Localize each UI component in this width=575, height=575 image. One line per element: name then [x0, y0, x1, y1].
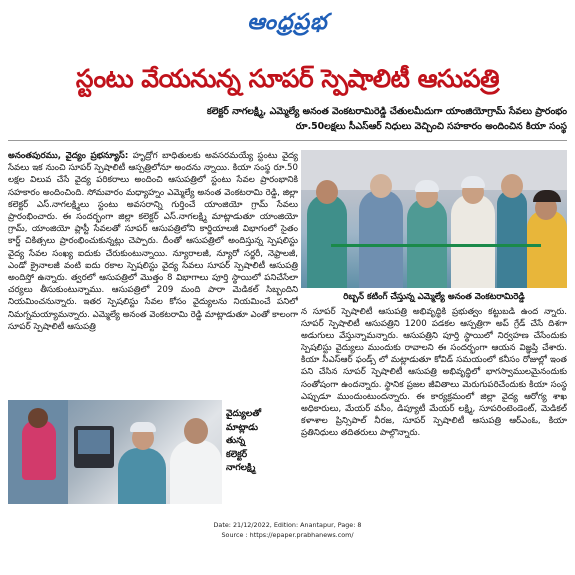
photo2-caption-line: నాగలక్ష్మి: [226, 463, 256, 473]
photo2-caption: [226, 408, 298, 476]
left-body-text: హృద్రోగ బాధితులకు అవసరమయ్యే స్టంటు వైద్య సేవలు ఇక నుంచి సూపర్ స్పెషాలిటీ ఆస్పత్రిలోనూ అందను న్నాయి. కియా సంస్థ రూ.50 లక్షల విలువ చేసే వైద్య పరికరాలు అందించి ఆసుపత్రిలో స్టంటు సేవల ప్రారంభానికి సహకారం అందించింది. సోమవారం మధ్యాహ్నం ఎమ్మెల్యే అనంత వెంకటరామి రెడ్డి, జిల్లా కలెక్టర్ ఎస్.నాగలక్ష్మిలు స్టంటు అవసరాన్ని గుర్తించే యాంజియో గ్రామ్ సేవలు ప్రారంభించారు. ఈ సందర్భంగా జిల్లా కలెక్టర్ ఎస్.నాగలక్ష్మి మాట్లాడుతూ యాంజియో గ్రామ్, యాంజియో ప్లాస్టీ సేవలతో సూపర్ ఆసుపత్రిలోని కార్డియాలజీ విభాగంలో సైతం కార్డ్ చికిత్సలు ప్రారంభించుకున్నట్లు చెప్పారు. దీంతో ఆసుపత్రిలో అందిస్తున్న స్పెషలిస్టు వైద్య సేవల సంఖ్య ఐదుకు చేరుకుంటున్నాయి. న్యూరాలజీ, న్యూరో సర్జరీ, నెఫ్రాలజీ, ఎండో క్రైనాలజీ వంటి ఐదు రకాల స్పెషలిస్టు వైద్య సేవలు సూపర్ స్పెషాలిటీ ఆసుపత్రి అందిస్తో ఉన్నారు. త్వరలో ఆసుపత్రిలో మొత్తం 8 విభాగాలు పూర్తి స్థాయిలో పనిచేసేలా చర్యలు తీసుకుంటున్నాము. ఆసుపత్రిలో 209 మంది పారా మెడికల్ సిబ్బందిని నియమించనున్నారు. ఇతర స్పెషలిస్టు సేవల కోసం వైద్యులను నియమించే పనిలో నిమగ్నమయ్యామన్నారు. ఎమ్మెల్యే అనంత వెంకటరామి రెడ్డి మాట్లాడుతూ ఎంతో కాలంగా సూపర్ స్పెషాలిటీ ఆసుపత్రి: [8, 151, 298, 332]
article-subhead-2: రూ.50లక్షలు సీఎస్ఆర్ నిధులు వెచ్చించి సహకారం అందించిన కియా సంస్థ: [295, 121, 567, 132]
ribbon: [331, 244, 541, 247]
article-headline: స్టంటు వేయనున్న సూపర్ స్పెషాలిటీ ఆసుపత్రి: [75, 64, 500, 93]
masthead-title: ఆంధ్రప్రభ: [247, 10, 328, 35]
footer-date-edition: Date: 21/12/2022, Edition: Anantapur, Page: 8: [213, 521, 362, 529]
ribbon-cutting-photo: [301, 150, 567, 288]
footer: [0, 520, 575, 540]
ultrasound-photo: [8, 400, 222, 504]
dateline: అనంతపురము, వైద్యం ప్రభన్యూస్:: [8, 151, 129, 161]
photo2-caption-line: కలెక్టర్: [226, 449, 248, 460]
photo2-caption-line: మాట్లాడు: [226, 422, 259, 433]
article-subhead-1: కలెక్టర్ నాగలక్ష్మి, ఎమ్మెల్యే అనంత వెంకటరామిరెడ్డి చేతులమీదుగా యాంజియోగ్రామ్ సేవలు ప్రారంభం: [206, 106, 567, 117]
divider: [8, 140, 567, 141]
article-column-right: న సూపర్ స్పెషాలిటీ ఆసుపత్రి అభివృద్ధికి ప్రభుత్వం కట్టుబడి ఉంద న్నారు. సూపర్ స్పెషాలిటీ ఆసుపత్రిని 1200 పడకల ఆస్పత్రిగా అప్ గ్రేడ్ చేసే దిశగా అడుగులు వేస్తున్నామన్నారు. ఆసుపత్రిని పూర్తి స్థాయిలో నిర్వహణ చేసేందుకు స్పెషలిస్టు వైద్యులు ముందుకు రావాలని ఈ సందర్భంగా ఆయన విజ్ఞప్తి చేశారు. కియా సీఎస్ఆర్ ఫండ్స్ లో మట్లాడుతూ కోవిడ్ సమయంలో కనీసం రోజుల్లో ఇంత పని చేసిన సూపర్ స్పెషాలిటీ ఆసుపత్రి అభివృద్ధిలో భాగస్వాములమైనందుకు సంతోషంగా ఉందన్నారు. స్థానిక ప్రజల జీవితాలు మెరుగుపరిచేందుకు కియా సంస్థ ఎప్పుడూ ముందుంటుందన్నారు. ఈ కార్యక్రమంలో జిల్లా వైద్య ఆరోగ్య శాఖ అధికారులు, మేయర్ వసీం, డిప్యూటీ మేయర్ లక్ష్మి, సూపరింటెండెంట్, మెడికల్ కళాశాల ప్రిన్సిపాల్ నీరజ, సూపర్ స్పెషాలిటీ ఆసుపత్రి ఆర్ఎంఓ, కియా ప్రతినిధులు తదితరులు పాల్గొన్నారు.: [301, 307, 567, 438]
footer-source: Source : https://epaper.prabhanews.com/: [221, 531, 354, 539]
masthead-logo: [0, 8, 575, 42]
article-column-left: [8, 150, 298, 390]
photo2-caption-line: వైద్యులతో: [226, 409, 262, 419]
photo2-caption-line: తున్న: [226, 436, 246, 446]
photo1-caption: రిబ్బన్ కటింగ్ చేస్తున్న ఎమ్మెల్యే అనంత వెంకటరామిరెడ్డి: [343, 292, 525, 302]
